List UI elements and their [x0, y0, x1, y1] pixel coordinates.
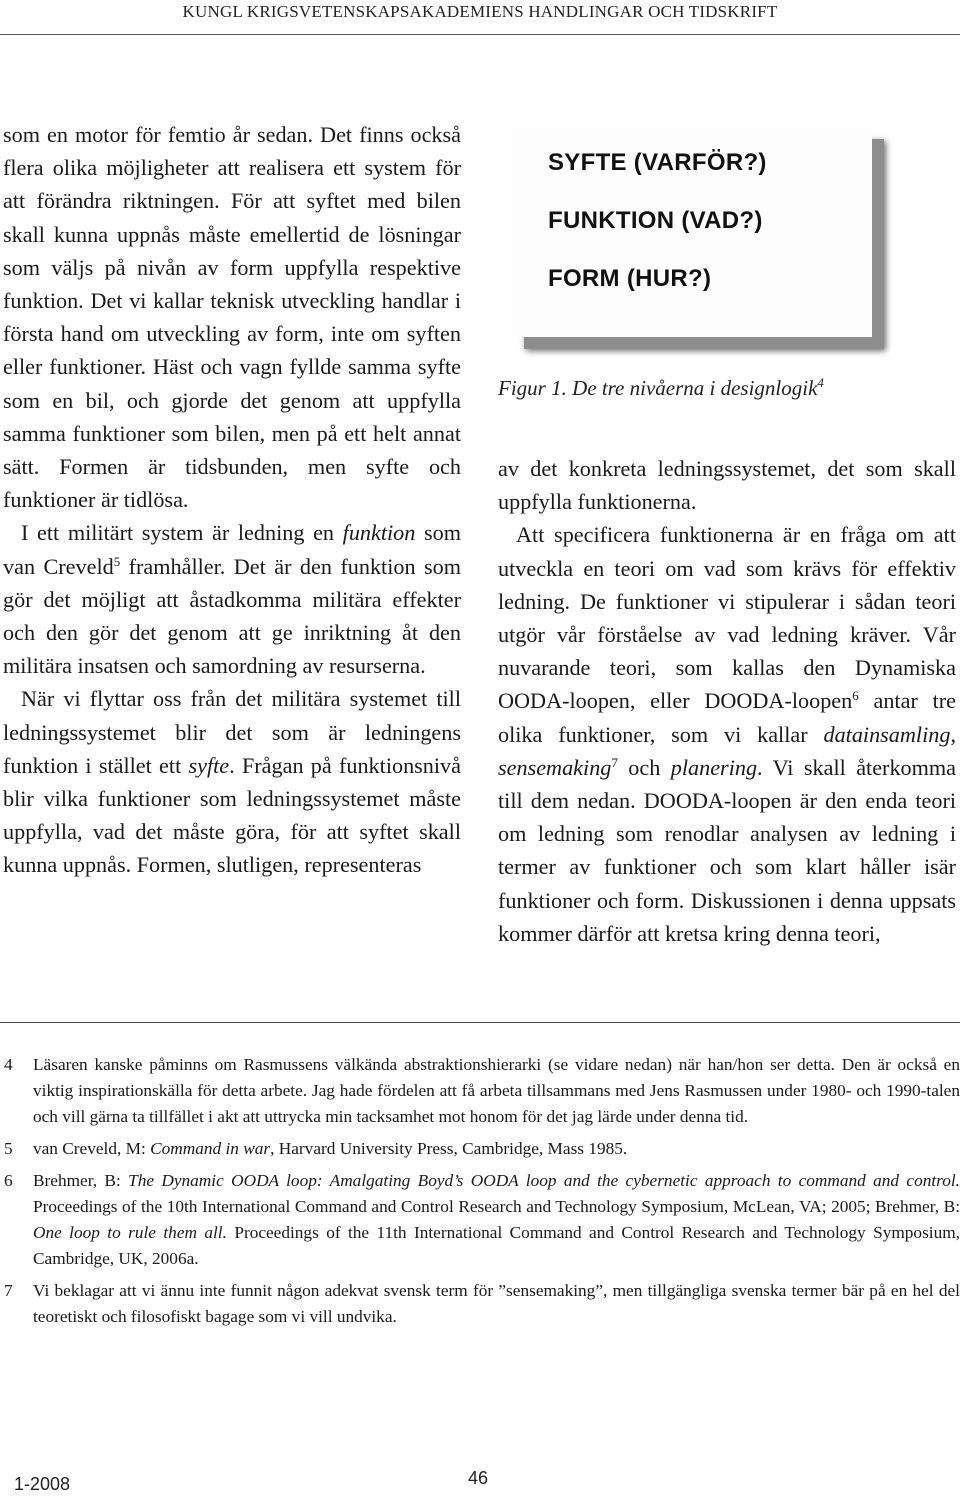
- footnote-number: 4: [4, 1055, 13, 1074]
- footnote-text: Läsaren kanske påminns om Rasmussens välkända abstraktionshierarki (se vidare nedan) när han/hon ser detta. Den är också en viktig inspirationskälla för detta arbete. Jag hade fördelen att få arbeta tillsammans med Jens Rasmussen under 1980- och 1990-talen och vill gärna ta tillfället i akt att uttrycka min tacksamhet mot honom för det jag lärde under denna tid.: [33, 1055, 960, 1126]
- left-paragraph-3: När vi flyttar oss från det militära systemet till ledningssystemet blir det som är ledningens funktion i stället ett syfte. Frågan på funktionsnivå blir vilka funktioner som ledningssystemet måste uppfylla, vad det måste göra, för att syftet skall kunna uppnås. Formen, slutligen, representeras: [3, 686, 461, 878]
- header-rule: [0, 34, 960, 35]
- footnote-text: Vi beklagar att vi ännu inte funnit någon adekvat svensk term för ”sensemaking”, men tillgängliga svenska termer bär på en hel del teoretiskt och filosofiskt bagage som vi vill undvika.: [33, 1281, 960, 1326]
- footnote-ref-7[interactable]: 7: [611, 754, 618, 770]
- footnote-ref-6[interactable]: 6: [852, 688, 859, 704]
- left-paragraph-1: som en motor för femtio år sedan. Det finns också flera olika möjligheter att realisera ett system för att förändra riktningen. För att syftet med bilen skall kunna uppnås måste emellertid de lösningar som väljs på nivån av form uppfylla respektive funktion. Det vi kallar teknisk utveckling handlar i första hand om utveckling av form, inte om syften eller funktioner. Häst och vagn fyllde samma syfte som en bil, och gjorde det genom att uppfylla samma funktioner som bilen, men på ett helt annat sätt. Formen är tidsbunden, men syfte och funktioner är tidlösa.: [3, 122, 461, 513]
- footnote-text: van Creveld, M: Command in war, Harvard University Press, Cambridge, Mass 1985.: [33, 1139, 628, 1158]
- right-column: [498, 452, 956, 950]
- footnote-7: [0, 1278, 960, 1330]
- figure-line-syfte: SYFTE (VARFÖR?): [548, 149, 767, 176]
- left-paragraph-2: I ett militärt system är ledning en funktion som van Creveld$^5$ framhåller. Det är den funktion som gör det möjligt att åstadkomma militära effekter och den gör det genom att ge inriktning åt den militära insatsen och samordning av resurserna.: [3, 520, 461, 679]
- footnote-text: Brehmer, B: The Dynamic OODA loop: Amalgating Boyd’s OODA loop and the cybernetic approach to command and control. Proceedings of the 10th International Command and Control Research and Technology Symposium, McLean, VA; 2005; Brehmer, B: One loop to rule them all. Proceedings of the 11th International Command and Control Research and Technology Symposium, Cambridge, UK, 2006a.: [33, 1171, 960, 1268]
- issue-number: 1-2008: [14, 1474, 71, 1494]
- footnote-rule: [0, 1022, 960, 1023]
- figure-caption: Figur 1. De tre nivåerna i designlogik$^4$: [498, 375, 824, 400]
- footnote-number: 5: [4, 1139, 13, 1158]
- footnote-5: [0, 1136, 960, 1162]
- footnotes: [0, 1052, 960, 1336]
- footnote-4: [0, 1052, 960, 1130]
- page-number: 46: [468, 1468, 489, 1488]
- footnote-number: 7: [4, 1281, 13, 1300]
- footnote-number: 6: [4, 1171, 13, 1190]
- figure-line-funktion: FUNKTION (VAD?): [548, 207, 763, 234]
- left-column: [3, 118, 461, 882]
- right-paragraph-2: Att specificera funktionerna är en fråga om att utveckla en teori om vad som krävs för effektiv ledning. De funktioner vi stipulerar i sådan teori utgör vår förståelse av vad ledning kräver. Vår nuvarande teori, som kallas den Dynamiska OODA-loopen, eller DOODA-loopen$^6$ antar tre olika funktioner, som vi kallar datainsamling, sensemaking$^7$ och planering. Vi skall återkomma till dem nedan. DOODA-loopen är den enda teori om ledning som renodlar analysen av ledning i termer av funktioner och som klart håller isär funktioner och form. Diskussionen i denna uppsats kommer därför att kretsa kring denna teori,: [498, 522, 956, 946]
- figure-box: [512, 127, 872, 337]
- footnote-ref-4[interactable]: 4: [817, 375, 824, 390]
- running-header: KUNGL KRIGSVETENSKAPSAKADEMIENS HANDLINGAR OCH TIDSKRIFT: [182, 2, 778, 21]
- footnote-6: [0, 1168, 960, 1272]
- figure-line-form: FORM (HUR?): [548, 265, 712, 292]
- right-paragraph-1: av det konkreta ledningssystemet, det som skall uppfylla funktionerna.: [498, 456, 956, 515]
- footnote-ref-5[interactable]: 5: [113, 553, 121, 569]
